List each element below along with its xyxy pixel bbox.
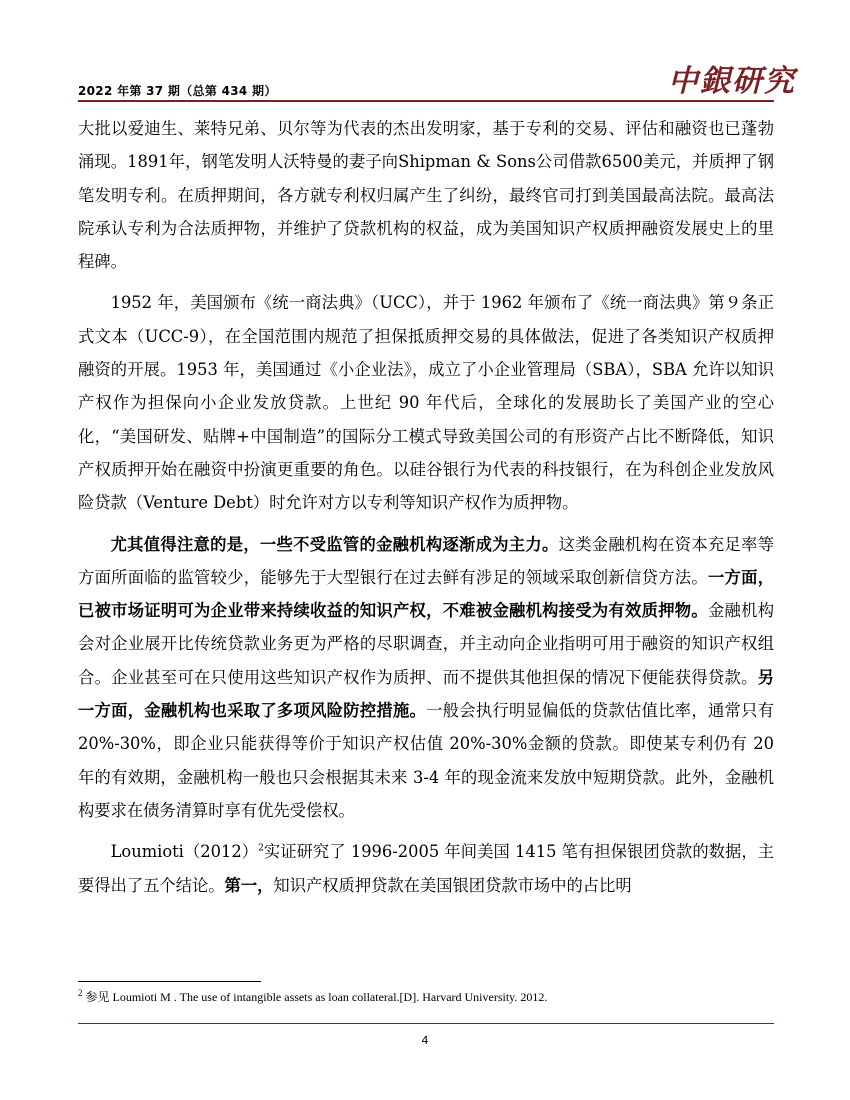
emphasis-text: 第一， bbox=[224, 875, 274, 895]
article-body bbox=[78, 112, 774, 902]
page-number: 4 bbox=[421, 1034, 429, 1047]
emphasis-text: 一方面，已被市场证明可为企业带来持续收益的知识产权，不难被金融机构接受为有效质押物。 bbox=[78, 567, 774, 621]
footnote bbox=[78, 988, 547, 1005]
body-text: 金融机构会对企业展开比传统贷款业务更为严格的尽职调查，并主动向企业指明可用于融资的知识产权组合。企业甚至可在只使用这些知识产权作为质押、而不提供其他担保的情况下便能获得贷款。 bbox=[78, 601, 774, 687]
body-text: 一般会执行明显偏低的贷款估值比率，通常只有 20%-30%，即企业只能获得等价于知识产权估值 20%-30%金额的贷款。即使某专利仍有 20 年的有效期，金融机构一般也只会根据其未来 3-4 年的现金流来发放中短期贷款。此外，金融机构要求在债务清算时享有优先受偿权。 bbox=[78, 701, 774, 820]
bank-research-logo: 中銀研究 bbox=[668, 64, 796, 99]
body-text: 知识产权质押贷款在美国银团贷款市场中的占比明 bbox=[273, 875, 632, 895]
footer-divider bbox=[78, 1023, 774, 1024]
header-divider bbox=[78, 100, 774, 102]
paragraph-2: 1952 年，美国颁布《统一商法典》（UCC），并于 1962 年颁布了《统一商法典》第９条正式文本（UCC-9），在全国范围内规范了担保抵质押交易的具体做法，促进了各类知识产权质押融资的开展。1953 年，美国通过《小企业法》，成立了小企业管理局（SBA），SBA 允许以知识产权作为担保向小企业发放贷款。上世纪 90 年代后，全球化的发展助长了美国产业的空心化，“美国研发、贴牌+中国制造”的国际分工模式导致美国公司的有形资产占比不断降低，知识产权质押开始在融资中扮演更重要的角色。以硅谷银行为代表的科技银行，在为科创企业发放风险贷款（Venture Debt）时允许对方以专利等知识产权作为质押物。 bbox=[78, 293, 774, 513]
paragraph-3 bbox=[78, 528, 774, 828]
emphasis-text: 尤其值得注意的是，一些不受监管的金融机构逐渐成为主力。 bbox=[110, 534, 559, 554]
emphasis-text: 另一方面，金融机构也采取了多项风险防控措施。 bbox=[78, 667, 774, 721]
footnote-text: 参见 Loumioti M . The use of intangible assets as loan collateral.[D]. Harvard University. 2012. bbox=[82, 990, 548, 1004]
footnote-marker: 2 bbox=[78, 988, 83, 998]
footnote-divider bbox=[78, 981, 261, 982]
footnote-reference[interactable]: 2 bbox=[258, 843, 264, 854]
body-text: 实证研究了 1996-2005 年间美国 1415 笔有担保银团贷款的数据，主要得出了五个结论。 bbox=[78, 842, 775, 895]
paragraph-4 bbox=[78, 835, 774, 902]
issue-label: 2022 年第 37 期（总第 434 期） bbox=[78, 84, 277, 98]
body-text: 这类金融机构在资本充足率等方面所面临的监管较少，能够先于大型银行在过去鲜有涉足的领域采取创新信贷方法。 bbox=[78, 534, 774, 587]
body-text: Loumioti（2012） bbox=[110, 842, 259, 862]
paragraph-1: 大批以爱迪生、莱特兄弟、贝尔等为代表的杰出发明家，基于专利的交易、评估和融资也已蓬勃涌现。1891年，钢笔发明人沃特曼的妻子向Shipman & Sons公司借款6500美元，并质押了钢笔发明专利。在质押期间，各方就专利权归属产生了纠纷，最终官司打到美国最高法院。最高法院承认专利为合法质押物，并维护了贷款机构的权益，成为美国知识产权质押融资发展史上的里程碑。 bbox=[78, 119, 774, 272]
